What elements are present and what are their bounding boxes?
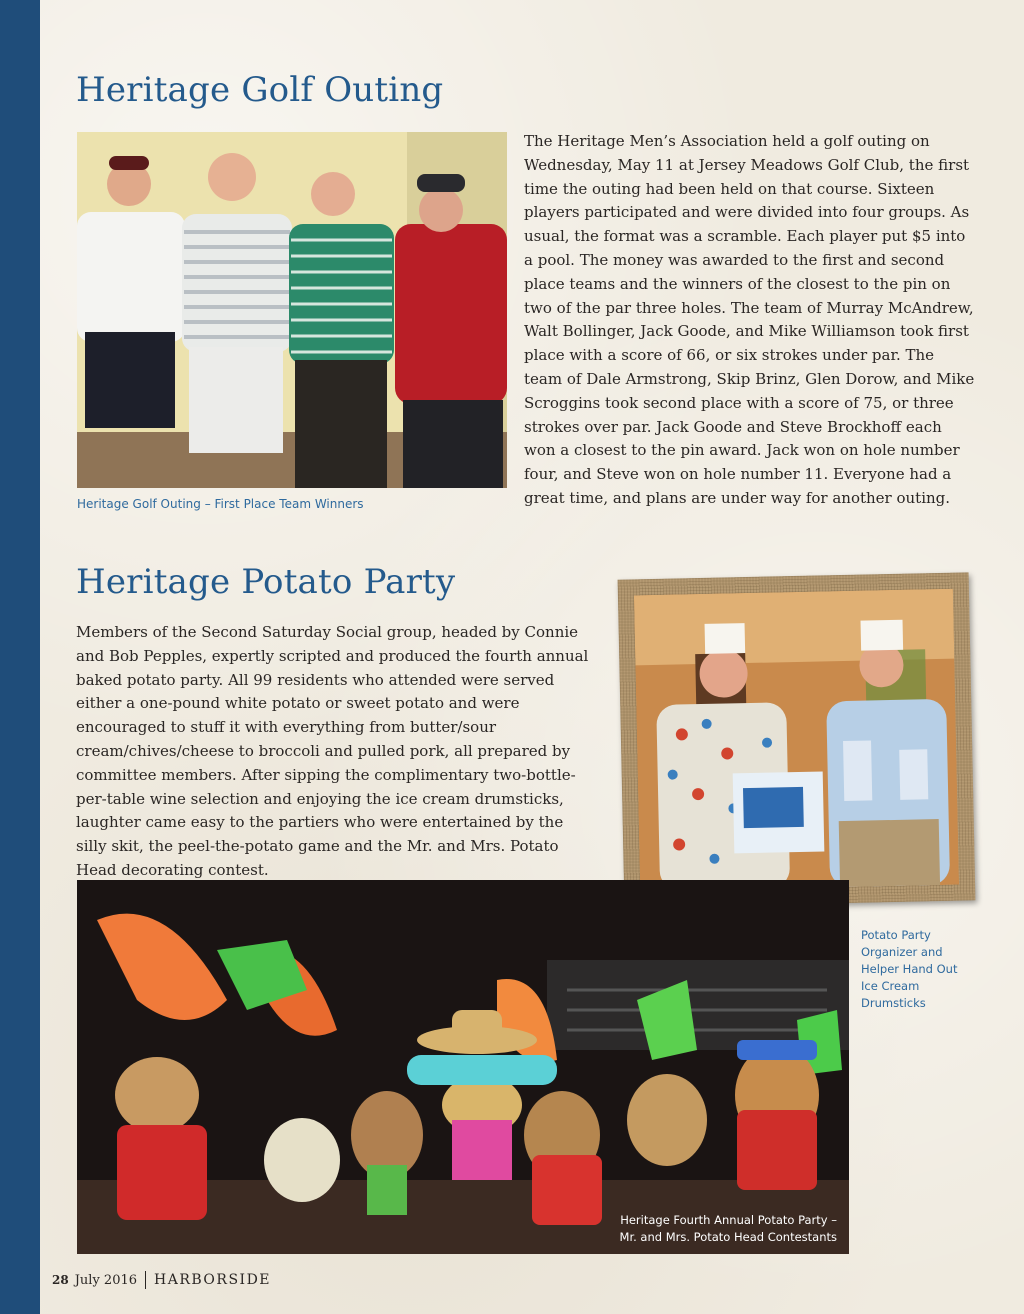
potato-organizers-photo [634, 589, 959, 892]
page-footer [52, 1270, 271, 1290]
burlap-photo-frame [618, 572, 976, 907]
contest-caption-line-2: Mr. and Mrs. Potato Head Contestants [619, 1230, 837, 1244]
potato-section-title: Heritage Potato Party [76, 562, 456, 602]
contest-caption-line-1: Heritage Fourth Annual Potato Party – [620, 1213, 837, 1227]
golf-section-title: Heritage Golf Outing [76, 70, 444, 110]
potato-article-text: Members of the Second Saturday Social group, headed by Connie and Bob Pepples, expertly scripted and produced the fourth annual baked potato party. All 99 residents who attended were served either a one-pound white potato or sweet potato and were encouraged to stuff it with everything from butter/sour cream/chives/cheese to broccoli and pulled pork, all prepared by committee members. After sipping the complimentary two-bottle-per-table wine selection and enjoying the ice cream drumsticks, laughter came easy to the partiers who were entertained by the silly skit, the peel-the-potato game and the Mr. and Mrs. Potato Head decorating contest. [76, 623, 589, 879]
organizers-photo-caption: Potato Party Organizer and Helper Hand Out Ice Cream Drumsticks [861, 928, 958, 1010]
issue-date: July 2016 [74, 1272, 138, 1288]
contest-photo-caption [620, 1212, 837, 1246]
golf-photo-caption: Heritage Golf Outing – First Place Team Winners [77, 497, 364, 511]
footer-divider [145, 1271, 146, 1289]
potato-head-contest-photo [77, 880, 849, 1254]
publication-name: HARBORSIDE [154, 1272, 272, 1288]
page-number: 28 [52, 1273, 69, 1287]
golf-article-text: The Heritage Men’s Association held a golf outing on Wednesday, May 11 at Jersey Meadows Golf Club, the first time the outing had been held on that course. Sixteen players participated and were divided into four groups. As usual, the format was a scramble. Each player put $5 into a pool. The money was awarded to the first and second place teams and the winners of the closest to the pin on two of the par three holes. The team of Murray McAndrew, Walt Bollinger, Jack Goode, and Mike Williamson took first place with a score of 66, or six strokes under par. The team of Dale Armstrong, Skip Brinz, Glen Dorow, and Mike Scroggins took second place with a score of 75, or three strokes over par. Jack Goode and Steve Brockhoff each won a closest to the pin award. Jack won on hole number four, and Steve won on hole number 11. Everyone had a great time, and plans are under way for another outing. [524, 132, 975, 507]
golf-team-photo [77, 132, 507, 488]
side-accent-bar [0, 0, 40, 1314]
